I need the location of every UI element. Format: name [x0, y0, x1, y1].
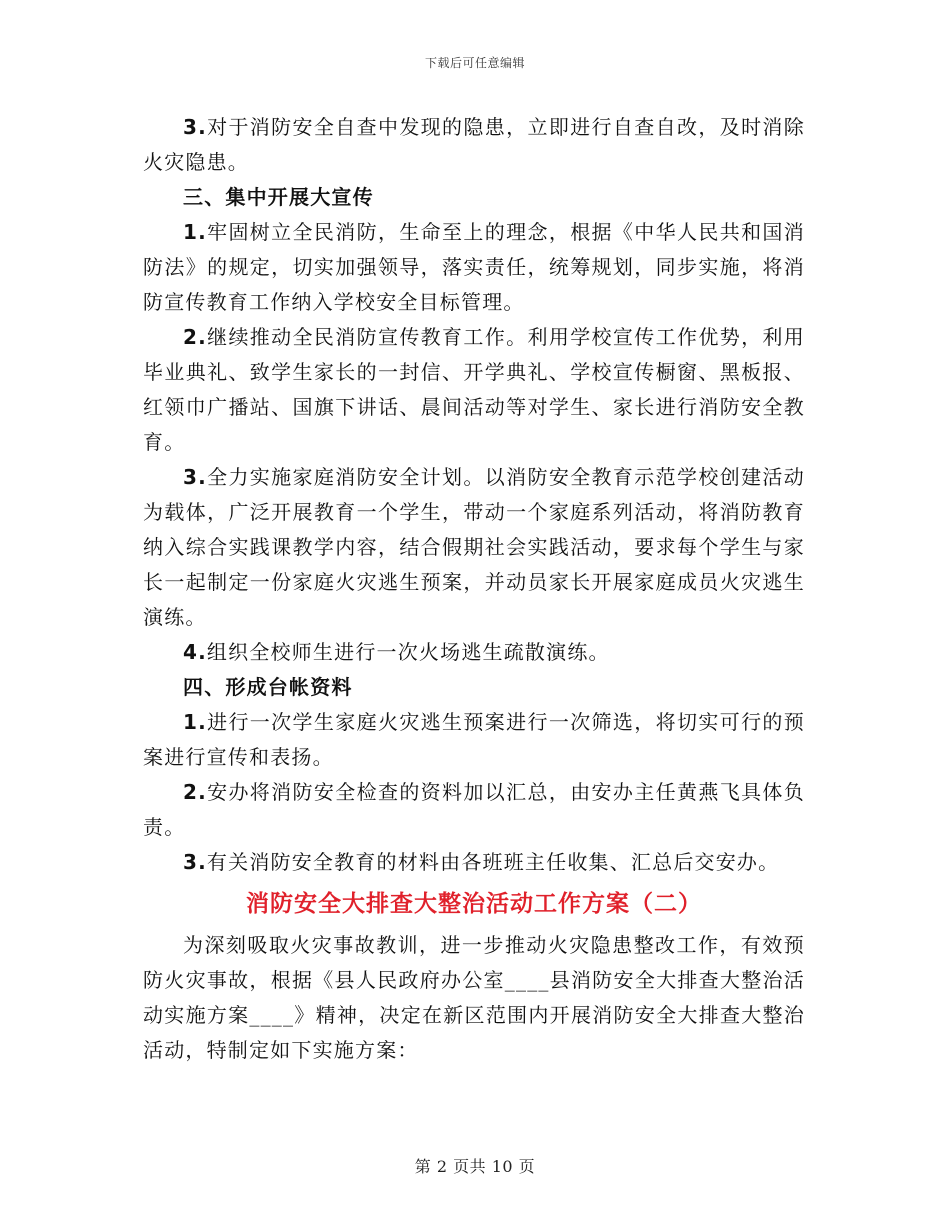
page-number: 第 2 页共 10 页	[414, 1157, 536, 1176]
paragraph-records-1	[143, 705, 805, 775]
paragraph-publicity-3	[143, 460, 805, 635]
paragraph-publicity-1	[143, 215, 805, 320]
item-text: 全力实施家庭消防安全计划。以消防安全教育示范学校创建活动为载体，广泛开展教育一个学生，带动一个家庭系列活动，将消防教育纳入综合实践课教学内容，结合假期社会实践活动，要求每个学生与家长一起制定一份家庭火灾逃生预案，并动员家长开展家庭成员火灾逃生演练。	[143, 465, 805, 629]
item-number: 4.	[183, 640, 207, 664]
item-number: 3.	[183, 465, 207, 489]
item-text: 组织全校师生进行一次火场逃生疏散演练。	[206, 640, 610, 664]
document-body	[143, 110, 805, 1068]
section-heading-records: 四、形成台帐资料	[183, 675, 353, 699]
item-number: 2.	[183, 780, 207, 804]
item-text: 有关消防安全教育的材料由各班班主任收集、汇总后交安办。	[206, 850, 780, 874]
item-number: 2.	[183, 325, 207, 349]
item-text: 继续推动全民消防宣传教育工作。利用学校宣传工作优势，利用毕业典礼、致学生家长的一封信、开学典礼、学校宣传橱窗、黑板报、红领巾广播站、国旗下讲话、晨间活动等对学生、家长进行消防安全教育。	[143, 325, 805, 454]
item-text: 牢固树立全民消防，生命至上的理念，根据《中华人民共和国消防法》的规定，切实加强领导，落实责任，统筹规划，同步实施，将消防宣传教育工作纳入学校安全目标管理。	[143, 220, 805, 314]
intro-paragraph: 为深刻吸取火灾事故教训，进一步推动火灾隐患整改工作，有效预防火灾事故，根据《县人民政府办公室____县消防安全大排查大整治活动实施方案____》精神，决定在新区范围内开展消防安全大排查大整治活动，特制定如下实施方案：	[143, 933, 805, 1062]
paragraph-publicity-4	[143, 635, 805, 670]
item-text: 对于消防安全自查中发现的隐患，立即进行自查自改，及时消除火灾隐患。	[143, 115, 805, 174]
document-title-part-two: 消防安全大排查大整治活动工作方案（二）	[246, 890, 702, 917]
paragraph-item-3	[143, 110, 805, 180]
item-number: 1.	[183, 710, 207, 734]
paragraph-records-3	[143, 845, 805, 880]
item-number: 1.	[183, 220, 207, 244]
item-text: 进行一次学生家庭火灾逃生预案进行一次筛选，将切实可行的预案进行宣传和表扬。	[143, 710, 805, 769]
item-text: 安办将消防安全检查的资料加以汇总，由安办主任黄燕飞具体负责。	[143, 780, 805, 839]
header-note: 下载后可任意编辑	[424, 56, 525, 70]
section-heading-publicity: 三、集中开展大宣传	[183, 185, 374, 209]
item-number: 3.	[183, 850, 207, 874]
item-number: 3.	[183, 115, 207, 139]
paragraph-records-2	[143, 775, 805, 845]
paragraph-publicity-2	[143, 320, 805, 460]
